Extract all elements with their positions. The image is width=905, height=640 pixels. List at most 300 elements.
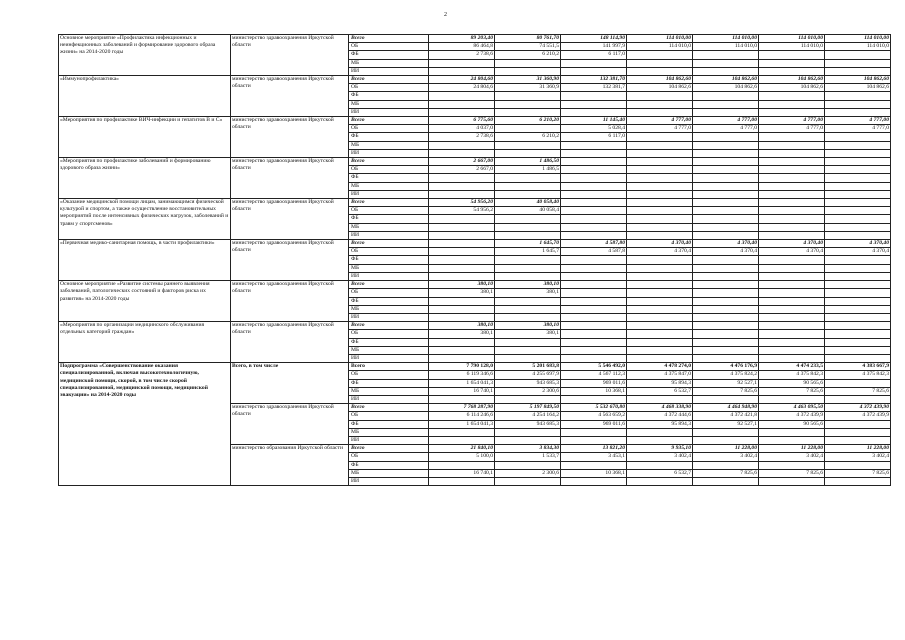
amount-cell: [825, 330, 891, 338]
amount-cell: [627, 461, 693, 469]
funding-source-cell: Всего: [349, 240, 429, 248]
amount-cell: [759, 199, 825, 207]
budget-table: [58, 34, 891, 486]
amount-cell: [759, 354, 825, 362]
amount-cell: 132 381,70: [561, 76, 627, 84]
responsible-cell: министерство образования Иркутской области: [231, 445, 349, 486]
amount-cell: [495, 305, 561, 313]
amount-cell: [759, 223, 825, 231]
amount-cell: 40 058,40: [495, 199, 561, 207]
amount-cell: [495, 182, 561, 190]
amount-cell: 1 533,7: [495, 453, 561, 461]
amount-cell: 114 010,00: [627, 35, 693, 43]
amount-cell: 969 011,6: [561, 379, 627, 387]
amount-cell: 5 028,4: [561, 125, 627, 133]
amount-cell: 4 464 948,90: [693, 404, 759, 412]
responsible-cell: министерство здравоохранения Иркутской области: [231, 322, 349, 363]
amount-cell: 7 790 128,0: [429, 363, 495, 371]
amount-cell: [627, 92, 693, 100]
table-row: [59, 117, 891, 125]
responsible-cell: министерство здравоохранения Иркутской области: [231, 199, 349, 240]
amount-cell: [693, 461, 759, 469]
amount-cell: [495, 190, 561, 198]
amount-cell: [495, 436, 561, 444]
amount-cell: 943 685,3: [495, 420, 561, 428]
amount-cell: [759, 428, 825, 436]
amount-cell: [627, 256, 693, 264]
funding-source-cell: МБ: [349, 182, 429, 190]
amount-cell: [627, 330, 693, 338]
amount-cell: 4 777,0: [759, 125, 825, 133]
amount-cell: 6 117,0: [561, 133, 627, 141]
funding-source-cell: ИИ: [349, 231, 429, 239]
amount-cell: [561, 182, 627, 190]
amount-cell: [429, 461, 495, 469]
amount-cell: [693, 322, 759, 330]
amount-cell: [825, 354, 891, 362]
amount-cell: [693, 256, 759, 264]
amount-cell: [495, 141, 561, 149]
amount-cell: 1 654 041,3: [429, 420, 495, 428]
amount-cell: [627, 199, 693, 207]
amount-cell: [825, 199, 891, 207]
amount-cell: [561, 264, 627, 272]
amount-cell: [693, 289, 759, 297]
amount-cell: 943 685,3: [495, 379, 561, 387]
amount-cell: [825, 461, 891, 469]
amount-cell: [759, 231, 825, 239]
amount-cell: [693, 174, 759, 182]
amount-cell: [759, 158, 825, 166]
amount-cell: 4 777,00: [693, 117, 759, 125]
amount-cell: 1 645,70: [495, 240, 561, 248]
funding-source-cell: МБ: [349, 223, 429, 231]
amount-cell: [627, 272, 693, 280]
amount-cell: 4 037,0: [429, 125, 495, 133]
amount-cell: 95 894,3: [627, 379, 693, 387]
funding-source-cell: ИИ: [349, 436, 429, 444]
amount-cell: [495, 174, 561, 182]
amount-cell: [759, 133, 825, 141]
amount-cell: 7 825,6: [693, 469, 759, 477]
funding-source-cell: Всего: [349, 281, 429, 289]
amount-cell: 104 862,60: [825, 76, 891, 84]
amount-cell: 86 464,8: [429, 43, 495, 51]
amount-cell: 104 862,6: [759, 84, 825, 92]
responsible-cell: министерство здравоохранения Иркутской области: [231, 404, 349, 445]
funding-source-cell: ФБ: [349, 92, 429, 100]
amount-cell: [693, 264, 759, 272]
amount-cell: [429, 477, 495, 485]
event-name-cell: «Иммунопрофилактика»: [59, 76, 231, 117]
amount-cell: 2 738,6: [429, 133, 495, 141]
amount-cell: [429, 149, 495, 157]
amount-cell: 4 375 842,3: [825, 371, 891, 379]
amount-cell: [825, 305, 891, 313]
funding-source-cell: ИИ: [349, 190, 429, 198]
amount-cell: [561, 338, 627, 346]
page-number: 2: [444, 12, 447, 18]
amount-cell: 5 546 492,0: [561, 363, 627, 371]
amount-cell: [627, 108, 693, 116]
amount-cell: 104 862,60: [627, 76, 693, 84]
amount-cell: 16 740,1: [429, 387, 495, 395]
amount-cell: 380,10: [429, 281, 495, 289]
amount-cell: 4 255 697,9: [495, 371, 561, 379]
funding-source-cell: Всего: [349, 445, 429, 453]
amount-cell: [693, 338, 759, 346]
amount-cell: [561, 141, 627, 149]
amount-cell: [627, 51, 693, 59]
amount-cell: [627, 190, 693, 198]
amount-cell: [561, 313, 627, 321]
funding-source-cell: ОБ: [349, 412, 429, 420]
amount-cell: 4 468 338,90: [627, 404, 693, 412]
amount-cell: [627, 428, 693, 436]
funding-source-cell: ФБ: [349, 256, 429, 264]
amount-cell: [693, 51, 759, 59]
funding-source-cell: ИИ: [349, 477, 429, 485]
amount-cell: [561, 190, 627, 198]
amount-cell: 4 777,0: [627, 125, 693, 133]
amount-cell: 4 372 439,90: [825, 404, 891, 412]
amount-cell: 31 360,9: [495, 84, 561, 92]
amount-cell: [759, 207, 825, 215]
amount-cell: [693, 305, 759, 313]
amount-cell: [825, 395, 891, 403]
amount-cell: [495, 272, 561, 280]
funding-source-cell: ИИ: [349, 313, 429, 321]
amount-cell: 2 667,00: [429, 158, 495, 166]
amount-cell: [429, 256, 495, 264]
amount-cell: [759, 59, 825, 67]
table-row: [59, 199, 891, 207]
amount-cell: 6 210,20: [495, 117, 561, 125]
amount-cell: 104 862,60: [693, 76, 759, 84]
amount-cell: [759, 92, 825, 100]
funding-source-cell: ОБ: [349, 84, 429, 92]
amount-cell: 7 825,6: [693, 387, 759, 395]
amount-cell: [627, 133, 693, 141]
amount-cell: [759, 281, 825, 289]
amount-cell: [495, 477, 561, 485]
amount-cell: [561, 215, 627, 223]
event-name-cell: Подпрограмма «Совершенствование оказания специализированной, включая высокотехнологичную, медицинской помощи, скорой, в том числе скорой специализированной, медицинской помощи, медицинской эвакуации» на 2014-2020 годы: [59, 363, 231, 486]
amount-cell: [429, 108, 495, 116]
funding-source-cell: Всего: [349, 158, 429, 166]
amount-cell: [693, 297, 759, 305]
amount-cell: 2 300,6: [495, 469, 561, 477]
amount-cell: [825, 51, 891, 59]
amount-cell: [627, 313, 693, 321]
amount-cell: [825, 133, 891, 141]
funding-source-cell: ФБ: [349, 379, 429, 387]
amount-cell: 40 058,4: [495, 207, 561, 215]
amount-cell: [825, 256, 891, 264]
amount-cell: [759, 166, 825, 174]
amount-cell: [627, 158, 693, 166]
amount-cell: [627, 297, 693, 305]
funding-source-cell: ФБ: [349, 420, 429, 428]
amount-cell: [825, 272, 891, 280]
table-row: [59, 76, 891, 84]
amount-cell: [759, 330, 825, 338]
amount-cell: [495, 395, 561, 403]
amount-cell: 5 100,0: [429, 453, 495, 461]
event-name-cell: «Мероприятия по профилактике заболеваний и формированию здорового образа жизни»: [59, 158, 231, 199]
amount-cell: 4 375 824,2: [693, 371, 759, 379]
amount-cell: [825, 428, 891, 436]
amount-cell: 9 935,10: [627, 445, 693, 453]
funding-source-cell: ИИ: [349, 272, 429, 280]
amount-cell: [627, 322, 693, 330]
amount-cell: 7 825,6: [825, 469, 891, 477]
amount-cell: [627, 305, 693, 313]
funding-source-cell: МБ: [349, 428, 429, 436]
amount-cell: [627, 477, 693, 485]
amount-cell: 3 402,4: [759, 453, 825, 461]
amount-cell: [429, 338, 495, 346]
funding-source-cell: МБ: [349, 141, 429, 149]
amount-cell: [693, 313, 759, 321]
amount-cell: [825, 313, 891, 321]
amount-cell: 380,10: [429, 322, 495, 330]
amount-cell: 4 587,80: [561, 240, 627, 248]
amount-cell: 11 145,40: [561, 117, 627, 125]
amount-cell: [429, 215, 495, 223]
funding-source-cell: МБ: [349, 264, 429, 272]
amount-cell: [825, 289, 891, 297]
amount-cell: 4 777,00: [627, 117, 693, 125]
amount-cell: 5 197 849,50: [495, 404, 561, 412]
amount-cell: 95 894,3: [627, 420, 693, 428]
amount-cell: [561, 231, 627, 239]
amount-cell: 2 667,0: [429, 166, 495, 174]
table-row: [59, 35, 891, 43]
amount-cell: 4 777,0: [825, 125, 891, 133]
amount-cell: [561, 330, 627, 338]
amount-cell: [495, 223, 561, 231]
amount-cell: [693, 346, 759, 354]
amount-cell: [495, 231, 561, 239]
amount-cell: 3 402,4: [693, 453, 759, 461]
amount-cell: [693, 67, 759, 75]
funding-source-cell: ОБ: [349, 289, 429, 297]
amount-cell: 11 228,00: [759, 445, 825, 453]
amount-cell: 114 010,00: [693, 35, 759, 43]
amount-cell: [561, 436, 627, 444]
amount-cell: [759, 289, 825, 297]
amount-cell: 4 370,40: [627, 240, 693, 248]
amount-cell: [693, 199, 759, 207]
amount-cell: [627, 166, 693, 174]
amount-cell: 3 402,4: [627, 453, 693, 461]
amount-cell: [561, 59, 627, 67]
event-name-cell: «Мероприятия по организации медицинского обслуживания отдельных категорий граждан»: [59, 322, 231, 363]
amount-cell: [693, 354, 759, 362]
amount-cell: [693, 59, 759, 67]
amount-cell: [693, 207, 759, 215]
amount-cell: [693, 100, 759, 108]
amount-cell: [759, 436, 825, 444]
amount-cell: [495, 149, 561, 157]
amount-cell: [693, 281, 759, 289]
amount-cell: [495, 256, 561, 264]
amount-cell: [561, 461, 627, 469]
amount-cell: 114 010,00: [759, 35, 825, 43]
funding-source-cell: ОБ: [349, 371, 429, 379]
amount-cell: [429, 231, 495, 239]
amount-cell: [627, 174, 693, 182]
amount-cell: [561, 281, 627, 289]
amount-cell: [759, 149, 825, 157]
amount-cell: [693, 149, 759, 157]
amount-cell: 3 453,1: [561, 453, 627, 461]
amount-cell: [627, 231, 693, 239]
amount-cell: [495, 264, 561, 272]
amount-cell: 10 368,1: [561, 469, 627, 477]
amount-cell: [627, 100, 693, 108]
amount-cell: 6 117,0: [561, 51, 627, 59]
amount-cell: [825, 264, 891, 272]
amount-cell: [759, 256, 825, 264]
funding-source-cell: ОБ: [349, 330, 429, 338]
amount-cell: [627, 207, 693, 215]
amount-cell: [495, 338, 561, 346]
amount-cell: 1 486,50: [495, 158, 561, 166]
amount-cell: [759, 297, 825, 305]
amount-cell: 4 372 421,8: [693, 412, 759, 420]
amount-cell: [825, 59, 891, 67]
funding-source-cell: ОБ: [349, 207, 429, 215]
amount-cell: [627, 289, 693, 297]
amount-cell: [825, 141, 891, 149]
amount-cell: [825, 281, 891, 289]
amount-cell: 24 804,6: [429, 84, 495, 92]
amount-cell: 90 565,6: [759, 379, 825, 387]
responsible-cell: министерство здравоохранения Иркутской области: [231, 117, 349, 158]
responsible-cell: министерство здравоохранения Иркутской области: [231, 281, 349, 322]
amount-cell: [693, 223, 759, 231]
amount-cell: 2 738,6: [429, 51, 495, 59]
funding-source-cell: ФБ: [349, 51, 429, 59]
amount-cell: [693, 182, 759, 190]
amount-cell: 4 567 112,3: [561, 371, 627, 379]
amount-cell: 74 551,5: [495, 43, 561, 51]
amount-cell: 7 825,6: [759, 387, 825, 395]
amount-cell: [693, 272, 759, 280]
amount-cell: 6 775,60: [429, 117, 495, 125]
responsible-cell: министерство здравоохранения Иркутской области: [231, 35, 349, 76]
amount-cell: [693, 395, 759, 403]
amount-cell: 4 370,4: [825, 248, 891, 256]
amount-cell: [759, 477, 825, 485]
amount-cell: [693, 215, 759, 223]
amount-cell: [825, 190, 891, 198]
amount-cell: [561, 272, 627, 280]
amount-cell: [429, 305, 495, 313]
amount-cell: 90 565,6: [759, 420, 825, 428]
amount-cell: [825, 346, 891, 354]
amount-cell: 4 383 667,9: [825, 363, 891, 371]
amount-cell: [561, 322, 627, 330]
amount-cell: [495, 354, 561, 362]
amount-cell: 4 375 847,0: [627, 371, 693, 379]
amount-cell: [627, 338, 693, 346]
amount-cell: [759, 141, 825, 149]
amount-cell: 7 825,6: [825, 387, 891, 395]
amount-cell: [429, 264, 495, 272]
amount-cell: 4 372 444,6: [627, 412, 693, 420]
amount-cell: [627, 67, 693, 75]
amount-cell: 104 862,6: [627, 84, 693, 92]
amount-cell: [561, 395, 627, 403]
amount-cell: [759, 264, 825, 272]
amount-cell: [825, 182, 891, 190]
amount-cell: [693, 190, 759, 198]
amount-cell: [759, 190, 825, 198]
amount-cell: 21 840,10: [429, 445, 495, 453]
amount-cell: 4 254 164,2: [495, 412, 561, 420]
amount-cell: [825, 158, 891, 166]
amount-cell: 3 834,30: [495, 445, 561, 453]
amount-cell: [693, 436, 759, 444]
amount-cell: [627, 215, 693, 223]
amount-cell: [561, 256, 627, 264]
funding-source-cell: ФБ: [349, 338, 429, 346]
amount-cell: 1 486,5: [495, 166, 561, 174]
amount-cell: [759, 313, 825, 321]
amount-cell: [825, 67, 891, 75]
event-name-cell: «Оказание медицинской помощи лицам, занимающимся физической культурой и спортом, а также осуществление восстановительных мероприятий после интенсивных физических нагрузок, заболеваний и травм у спортсменов»: [59, 199, 231, 240]
amount-cell: 380,1: [495, 330, 561, 338]
amount-cell: [429, 248, 495, 256]
amount-cell: 380,1: [429, 289, 495, 297]
amount-cell: [693, 166, 759, 174]
amount-cell: [627, 59, 693, 67]
amount-cell: [561, 100, 627, 108]
amount-cell: [429, 190, 495, 198]
amount-cell: 4 476 176,9: [693, 363, 759, 371]
amount-cell: [759, 100, 825, 108]
responsible-cell: министерство здравоохранения Иркутской области: [231, 158, 349, 199]
amount-cell: [825, 297, 891, 305]
amount-cell: [825, 215, 891, 223]
funding-source-cell: ОБ: [349, 43, 429, 51]
amount-cell: [429, 354, 495, 362]
amount-cell: 4 370,40: [825, 240, 891, 248]
amount-cell: [561, 428, 627, 436]
responsible-cell: министерство здравоохранения Иркутской области: [231, 76, 349, 117]
amount-cell: 104 862,6: [693, 84, 759, 92]
funding-source-cell: ИИ: [349, 108, 429, 116]
amount-cell: [429, 92, 495, 100]
amount-cell: 89 203,40: [429, 35, 495, 43]
amount-cell: 4 375 842,3: [759, 371, 825, 379]
amount-cell: 4 370,4: [759, 248, 825, 256]
amount-cell: 92 527,1: [693, 420, 759, 428]
amount-cell: [759, 215, 825, 223]
amount-cell: [429, 436, 495, 444]
funding-source-cell: МБ: [349, 346, 429, 354]
amount-cell: [495, 67, 561, 75]
amount-cell: 5 201 683,8: [495, 363, 561, 371]
funding-source-cell: Всего: [349, 199, 429, 207]
amount-cell: 380,1: [495, 289, 561, 297]
amount-cell: [627, 346, 693, 354]
funding-source-cell: Всего: [349, 322, 429, 330]
funding-source-cell: ФБ: [349, 215, 429, 223]
